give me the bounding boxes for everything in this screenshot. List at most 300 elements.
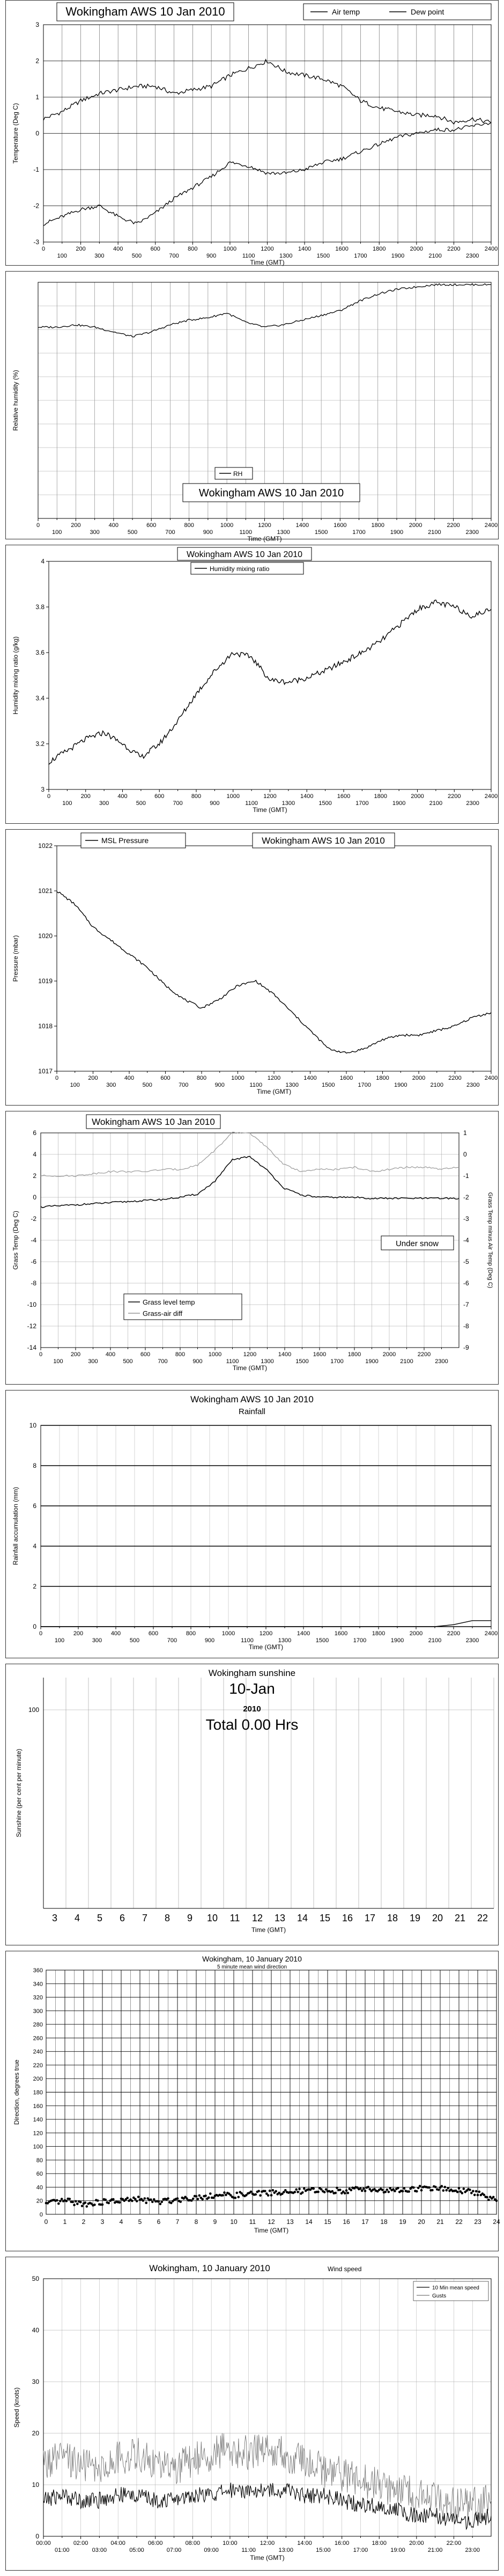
wind-direction-point xyxy=(386,2189,389,2191)
x-tick-label: 600 xyxy=(154,793,165,800)
x-tick-label: 2200 xyxy=(447,522,460,529)
y-tick-label: -10 xyxy=(27,1301,36,1308)
wind-direction-point xyxy=(381,2189,384,2191)
x-tick-label: 1600 xyxy=(337,793,351,800)
x-tick-label: 23 xyxy=(474,2218,481,2226)
x-axis-label: Time (GMT) xyxy=(254,2227,289,2234)
x-axis-label: Time (GMT) xyxy=(251,1926,286,1934)
wind-direction-point xyxy=(73,2204,76,2206)
x-tick-label: 19:00 xyxy=(390,2547,405,2553)
wind-direction-point xyxy=(483,2194,485,2197)
x-tick-label: 100 xyxy=(52,529,62,536)
x-tick-label: 500 xyxy=(136,800,146,807)
wind-direction-point xyxy=(339,2189,342,2191)
chart-subtitle: Wind speed xyxy=(328,2265,362,2273)
wind-direction-point xyxy=(270,2194,273,2197)
x-tick-label: 2100 xyxy=(400,1358,413,1365)
x-tick-label: 2400 xyxy=(484,246,498,252)
wind-direction-point xyxy=(97,2199,99,2202)
wind-direction-point xyxy=(209,2192,212,2195)
y-axis-label: Sunshine (per cent per minute) xyxy=(15,1748,23,1838)
wind-direction-point xyxy=(56,2199,58,2202)
wind-direction-point xyxy=(221,2194,224,2197)
wind-direction-point xyxy=(204,2194,207,2197)
x-tick-label: 200 xyxy=(88,1075,98,1081)
x-tick-label: 20:00 xyxy=(409,2540,424,2546)
legend-label-rh: RH xyxy=(233,470,243,478)
y-tick-label: 1019 xyxy=(38,977,53,985)
wind-direction-point xyxy=(438,2189,440,2191)
x-tick-label: 500 xyxy=(127,529,138,536)
wind-direction-point xyxy=(447,2187,449,2190)
x-tick-label: 700 xyxy=(169,253,179,259)
x-tick-label: 600 xyxy=(146,522,157,529)
wind-direction-point xyxy=(294,2191,297,2193)
x-tick-label: 100 xyxy=(62,800,72,807)
y-tick-label: 240 xyxy=(33,2048,43,2055)
x-tick-label: 400 xyxy=(105,1351,116,1358)
x-tick-label: 10 xyxy=(206,1913,218,1923)
x-tick-label: 1600 xyxy=(334,1630,348,1637)
x-tick-label: 2400 xyxy=(484,1630,498,1637)
sunshine-panel xyxy=(5,1664,499,1945)
wind-direction-point xyxy=(86,2205,88,2208)
legend-label-air-temp: Air temp xyxy=(332,8,360,16)
x-tick-label: 300 xyxy=(106,1082,116,1088)
legend-label-grass-temp: Grass level temp xyxy=(143,1298,195,1306)
x-tick-label: 19 xyxy=(409,1913,421,1923)
y-tick-label: 2 xyxy=(33,1172,36,1180)
wind-direction-point xyxy=(364,2190,367,2192)
pressure-panel xyxy=(5,829,499,1106)
x-tick-label: 1100 xyxy=(245,800,258,807)
y-tick-label: 4 xyxy=(41,558,45,565)
y-axis-label: Direction, degrees true xyxy=(13,2059,20,2125)
x-tick-label: 20 xyxy=(418,2218,425,2226)
y-tick-label: -14 xyxy=(27,1344,36,1351)
chart-title: Wokingham AWS 10 Jan 2010 xyxy=(92,1117,215,1127)
x-tick-label: 300 xyxy=(92,1637,102,1644)
wind-direction-point xyxy=(250,2191,253,2193)
x-tick-label: 1300 xyxy=(279,253,293,259)
wind-direction-point xyxy=(301,2191,304,2194)
wind-direction-point xyxy=(361,2190,364,2192)
x-tick-label: 2000 xyxy=(411,793,424,800)
wind-direction-point xyxy=(57,2202,60,2205)
wind-direction-point xyxy=(234,2197,237,2199)
x-tick-label: 900 xyxy=(210,800,220,807)
wind-direction-point xyxy=(137,2196,140,2198)
grass-temp-chart xyxy=(6,1111,498,1384)
wind-direction-point xyxy=(84,2201,87,2204)
wind-direction-point xyxy=(198,2194,201,2197)
x-tick-label: 1300 xyxy=(277,529,290,536)
wind-direction-point xyxy=(257,2190,260,2192)
x-tick-label: 14 xyxy=(297,1913,308,1923)
series-line-msl-pressure xyxy=(57,892,491,1053)
x-tick-label: 900 xyxy=(214,1082,225,1088)
y2-tick-label: -5 xyxy=(463,1258,469,1265)
x-tick-label: 6 xyxy=(119,1913,125,1923)
mixing-ratio-panel xyxy=(5,545,499,824)
x-tick-label: 100 xyxy=(70,1082,80,1088)
x-tick-label: 700 xyxy=(179,1082,189,1088)
x-tick-label: 700 xyxy=(165,529,175,536)
wind-speed-panel xyxy=(5,2257,499,2571)
x-tick-label: 400 xyxy=(117,793,128,800)
x-tick-label: 14:00 xyxy=(297,2540,312,2546)
y-tick-label: 4 xyxy=(33,1542,36,1550)
wind-direction-point xyxy=(388,2191,390,2193)
x-tick-label: 13 xyxy=(274,1913,286,1923)
wind-direction-point xyxy=(79,2201,82,2204)
y-tick-label: -12 xyxy=(27,1322,36,1330)
x-tick-label: 1200 xyxy=(243,1351,257,1358)
x-tick-label: 21 xyxy=(436,2218,444,2226)
x-axis-label: Time (GMT) xyxy=(253,806,287,814)
x-tick-label: 16:00 xyxy=(334,2540,350,2546)
legend-label-mean-speed: 10 Min mean speed xyxy=(432,2285,479,2291)
wind-direction-point xyxy=(93,2204,96,2206)
y-tick-label: 3.2 xyxy=(35,740,45,748)
y-tick-label: 320 xyxy=(33,1994,43,2001)
wind-direction-panel xyxy=(5,1951,499,2251)
x-tick-label: 4 xyxy=(119,2218,123,2226)
wind-direction-point xyxy=(161,2201,164,2204)
y-tick-label: 1022 xyxy=(38,842,53,850)
plot-area-frame xyxy=(49,561,491,789)
wind-direction-point xyxy=(394,2190,396,2192)
y2-axis-label: Grass Temp minus Air Temp (Deg C) xyxy=(487,1192,493,1289)
wind-direction-point xyxy=(367,2186,370,2189)
wind-direction-point xyxy=(469,2189,471,2191)
wind-direction-point xyxy=(267,2194,270,2197)
x-tick-label: 12 xyxy=(268,2218,275,2226)
x-tick-label: 800 xyxy=(186,1630,196,1637)
wind-direction-point xyxy=(238,2196,240,2199)
y-tick-label: 3.4 xyxy=(35,694,45,702)
x-tick-label: 15 xyxy=(324,2218,331,2226)
wind-direction-point xyxy=(134,2198,137,2201)
x-tick-label: 2200 xyxy=(448,1075,462,1081)
x-axis-label: Time (GMT) xyxy=(248,1643,284,1651)
wind-direction-point xyxy=(334,2192,337,2194)
y2-tick-label: -3 xyxy=(463,1215,469,1223)
x-tick-label: 16 xyxy=(342,1913,353,1923)
annotation-under-snow: Under snow xyxy=(395,1239,439,1248)
x-tick-label: 06:00 xyxy=(147,2540,163,2546)
x-tick-label: 0 xyxy=(39,1351,43,1358)
x-tick-label: 21:00 xyxy=(427,2547,443,2553)
y-tick-label: 8 xyxy=(33,1462,36,1469)
y-tick-label: 10 xyxy=(32,2481,39,2489)
legend-label-dew-point: Dew point xyxy=(411,8,444,16)
wind-direction-point xyxy=(158,2200,160,2203)
x-tick-label: 200 xyxy=(73,1630,84,1637)
y-tick-label: 100 xyxy=(33,2143,43,2150)
x-tick-label: 1900 xyxy=(394,1082,407,1088)
x-tick-label: 1600 xyxy=(335,246,349,252)
y-tick-label: 200 xyxy=(33,2076,43,2083)
wind-direction-point xyxy=(461,2192,464,2194)
wind-direction-point xyxy=(475,2190,478,2193)
wind-direction-point xyxy=(297,2191,299,2193)
x-tick-label: 09:00 xyxy=(204,2547,219,2553)
y-tick-label: 260 xyxy=(33,2035,43,2042)
y-tick-label: 20 xyxy=(32,2429,39,2437)
x-tick-label: 1000 xyxy=(223,246,237,252)
wind-direction-point xyxy=(126,2197,129,2199)
wind-direction-point xyxy=(159,2203,162,2206)
wind-direction-point xyxy=(407,2190,410,2193)
x-tick-label: 900 xyxy=(206,253,217,259)
x-axis-label: Time (GMT) xyxy=(250,259,285,266)
y-tick-label: 1021 xyxy=(38,887,53,895)
y2-tick-label: -8 xyxy=(463,1322,469,1330)
x-tick-label: 1800 xyxy=(347,1351,361,1358)
wind-direction-point xyxy=(112,2198,115,2201)
wind-direction-point xyxy=(359,2187,362,2190)
chart-date: 10-Jan xyxy=(229,1680,275,1697)
wind-direction-point xyxy=(259,2194,262,2197)
x-tick-label: 1500 xyxy=(314,529,328,536)
y-tick-label: 6 xyxy=(33,1502,36,1510)
x-tick-label: 5 xyxy=(97,1913,103,1923)
x-tick-label: 1500 xyxy=(318,800,332,807)
wind-direction-point xyxy=(458,2187,461,2190)
wind-direction-point xyxy=(295,2189,298,2191)
wind-direction-point xyxy=(107,2202,110,2205)
wind-direction-point xyxy=(272,2189,275,2192)
y-tick-label: 100 xyxy=(28,1706,39,1714)
chart-title: Wokingham AWS 10 Jan 2010 xyxy=(65,5,225,18)
x-tick-label: 20 xyxy=(432,1913,443,1923)
y-tick-label: -3 xyxy=(33,238,39,246)
x-tick-label: 2300 xyxy=(466,1082,480,1088)
x-tick-label: 1200 xyxy=(258,522,271,529)
wind-direction-point xyxy=(472,2190,475,2193)
x-tick-label: 200 xyxy=(80,793,91,800)
x-tick-label: 4 xyxy=(74,1913,80,1923)
y-tick-label: 180 xyxy=(33,2089,43,2096)
x-tick-label: 500 xyxy=(129,1637,140,1644)
y-tick-label: 0 xyxy=(35,129,39,137)
x-tick-label: 11 xyxy=(229,1913,240,1923)
x-tick-label: 18 xyxy=(387,1913,398,1923)
x-tick-label: 1100 xyxy=(239,529,253,536)
x-tick-label: 18 xyxy=(380,2218,388,2226)
x-tick-label: 17 xyxy=(364,1913,376,1923)
x-tick-label: 18:00 xyxy=(372,2540,387,2546)
x-tick-label: 5 xyxy=(138,2218,142,2226)
x-tick-label: 7 xyxy=(175,2218,180,2226)
x-tick-label: 17 xyxy=(361,2218,369,2226)
x-tick-label: 1400 xyxy=(297,1630,310,1637)
x-tick-label: 600 xyxy=(148,1630,159,1637)
wind-direction-point xyxy=(323,2191,326,2193)
wind-direction-point xyxy=(136,2200,138,2202)
y-tick-label: 0 xyxy=(35,2533,39,2540)
x-tick-label: 800 xyxy=(175,1351,186,1358)
wind-direction-point xyxy=(180,2200,182,2203)
rainfall-chart xyxy=(6,1391,498,1658)
temperature-panel xyxy=(5,0,499,266)
y-tick-label: 40 xyxy=(36,2184,43,2191)
x-tick-label: 12 xyxy=(251,1913,263,1923)
y2-tick-label: 1 xyxy=(463,1129,467,1137)
wind-direction-point xyxy=(81,2205,84,2207)
x-tick-label: 10 xyxy=(230,2218,238,2226)
y2-tick-label: -1 xyxy=(463,1172,469,1180)
wind-direction-point xyxy=(105,2199,107,2201)
y-tick-label: 3.6 xyxy=(35,649,45,656)
chart-title: Wokingham sunshine xyxy=(208,1668,296,1678)
x-tick-label: 14 xyxy=(305,2218,313,2226)
x-tick-label: 21 xyxy=(454,1913,466,1923)
wind-direction-point xyxy=(487,2199,490,2201)
x-tick-label: 2200 xyxy=(447,1630,461,1637)
x-tick-label: 1300 xyxy=(285,1082,299,1088)
x-tick-label: 100 xyxy=(54,1637,65,1644)
wind-direction-point xyxy=(470,2192,473,2194)
x-tick-label: 2400 xyxy=(484,522,498,529)
x-tick-label: 1700 xyxy=(353,1637,367,1644)
x-tick-label: 2100 xyxy=(428,253,442,259)
wind-direction-point xyxy=(345,2189,348,2192)
wind-direction-point xyxy=(456,2191,459,2193)
x-tick-label: 0 xyxy=(41,246,46,252)
y2-tick-label: -6 xyxy=(463,1279,469,1287)
x-tick-label: 17:00 xyxy=(353,2547,368,2553)
chart-title: Wokingham, 10 January 2010 xyxy=(149,2263,270,2273)
legend-label-msl-pressure: MSL Pressure xyxy=(101,836,149,845)
wind-direction-point xyxy=(176,2197,179,2200)
x-tick-label: 1300 xyxy=(261,1358,274,1365)
x-axis-label: Time (GMT) xyxy=(247,535,282,543)
legend-label-gusts: Gusts xyxy=(432,2293,447,2299)
y2-tick-label: -9 xyxy=(463,1344,469,1351)
x-tick-label: 16 xyxy=(343,2218,350,2226)
x-tick-label: 1700 xyxy=(354,253,367,259)
y-tick-label: -1 xyxy=(33,166,39,173)
x-tick-label: 2000 xyxy=(382,1351,396,1358)
x-tick-label: 2300 xyxy=(465,529,479,536)
x-tick-label: 1200 xyxy=(267,1075,281,1081)
x-tick-label: 13 xyxy=(286,2218,294,2226)
x-tick-label: 22 xyxy=(477,1913,488,1923)
wind-direction-point xyxy=(59,2200,62,2202)
y2-tick-label: -7 xyxy=(463,1301,469,1308)
x-tick-label: 2100 xyxy=(428,529,441,536)
x-tick-label: 200 xyxy=(70,1351,81,1358)
wind-direction-point xyxy=(167,2197,169,2200)
x-tick-label: 1100 xyxy=(249,1082,263,1088)
x-tick-label: 2400 xyxy=(484,1075,498,1081)
y-tick-label: 0 xyxy=(33,1623,36,1630)
x-tick-label: 1900 xyxy=(365,1358,379,1365)
wind-direction-point xyxy=(403,2187,406,2190)
wind-direction-point xyxy=(236,2192,239,2194)
legend-label-grass-air-diff: Grass-air diff xyxy=(143,1309,183,1318)
wind-direction-point xyxy=(486,2196,488,2199)
x-tick-label: 800 xyxy=(184,522,194,529)
humidity-panel xyxy=(5,271,499,543)
x-tick-label: 800 xyxy=(191,793,202,800)
wind-direction-point xyxy=(313,2187,315,2190)
x-tick-label: 3 xyxy=(100,2218,105,2226)
wind-direction-point xyxy=(192,2198,195,2200)
y-tick-label: -2 xyxy=(31,1215,36,1223)
wind-direction-point xyxy=(207,2197,210,2199)
x-tick-label: 1800 xyxy=(376,1075,389,1081)
x-tick-label: 1100 xyxy=(226,1358,239,1365)
wind-direction-point xyxy=(65,2200,68,2202)
x-tick-label: 1800 xyxy=(371,522,384,529)
wind-direction-point xyxy=(420,2189,423,2192)
x-tick-label: 22:00 xyxy=(446,2540,462,2546)
x-tick-label: 2300 xyxy=(465,253,479,259)
x-tick-label: 2000 xyxy=(409,1630,423,1637)
x-tick-label: 2300 xyxy=(435,1358,448,1365)
wind-direction-point xyxy=(350,2189,353,2192)
y-tick-label: 360 xyxy=(33,1967,43,1974)
x-tick-label: 24 xyxy=(493,2218,500,2226)
wind-direction-point xyxy=(402,2190,404,2193)
x-tick-label: 2000 xyxy=(412,1075,426,1081)
y-tick-label: 1020 xyxy=(38,932,53,940)
wind-direction-point xyxy=(144,2197,146,2200)
x-tick-label: 500 xyxy=(142,1082,152,1088)
x-tick-label: 6 xyxy=(157,2218,161,2226)
x-tick-label: 600 xyxy=(140,1351,151,1358)
y-tick-label: 40 xyxy=(32,2326,39,2334)
wind-direction-point xyxy=(495,2199,498,2202)
wind-direction-point xyxy=(492,2196,495,2199)
wind-direction-point xyxy=(347,2192,350,2194)
x-tick-label: 1700 xyxy=(352,529,366,536)
y-tick-label: 10 xyxy=(29,1422,36,1429)
y-tick-label: 60 xyxy=(36,2171,43,2178)
y-tick-label: 3 xyxy=(35,21,39,28)
y-axis-label: Rainfall accumulation (mm) xyxy=(12,1487,19,1565)
x-tick-label: 1300 xyxy=(281,800,295,807)
x-tick-label: 0 xyxy=(44,2218,48,2226)
wind-speed-chart xyxy=(6,2257,498,2570)
grass-temp-panel xyxy=(5,1111,499,1385)
x-tick-label: 1800 xyxy=(374,793,387,800)
x-tick-label: 400 xyxy=(113,246,123,252)
chart-title: Wokingham, 10 January 2010 xyxy=(202,1955,302,1963)
rainfall-panel xyxy=(5,1390,499,1658)
x-tick-label: 0 xyxy=(55,1075,59,1081)
y-tick-label: 6 xyxy=(33,1129,36,1137)
x-tick-label: 300 xyxy=(94,253,105,259)
y2-tick-label: -4 xyxy=(463,1236,469,1244)
x-tick-label: 8 xyxy=(194,2218,198,2226)
x-tick-label: 500 xyxy=(123,1358,133,1365)
wind-direction-point xyxy=(142,2199,145,2202)
y-axis-label: Grass Temp (Deg C) xyxy=(12,1211,19,1270)
x-tick-label: 1200 xyxy=(263,793,277,800)
y-axis-label: Pressure (mbar) xyxy=(12,935,19,982)
x-tick-label: 1000 xyxy=(220,522,234,529)
x-tick-label: 05:00 xyxy=(129,2547,144,2553)
humidity-chart xyxy=(6,272,498,543)
x-tick-label: 900 xyxy=(192,1358,203,1365)
wind-direction-point xyxy=(195,2195,198,2198)
wind-direction-point xyxy=(212,2197,215,2199)
x-tick-label: 01:00 xyxy=(55,2547,70,2553)
